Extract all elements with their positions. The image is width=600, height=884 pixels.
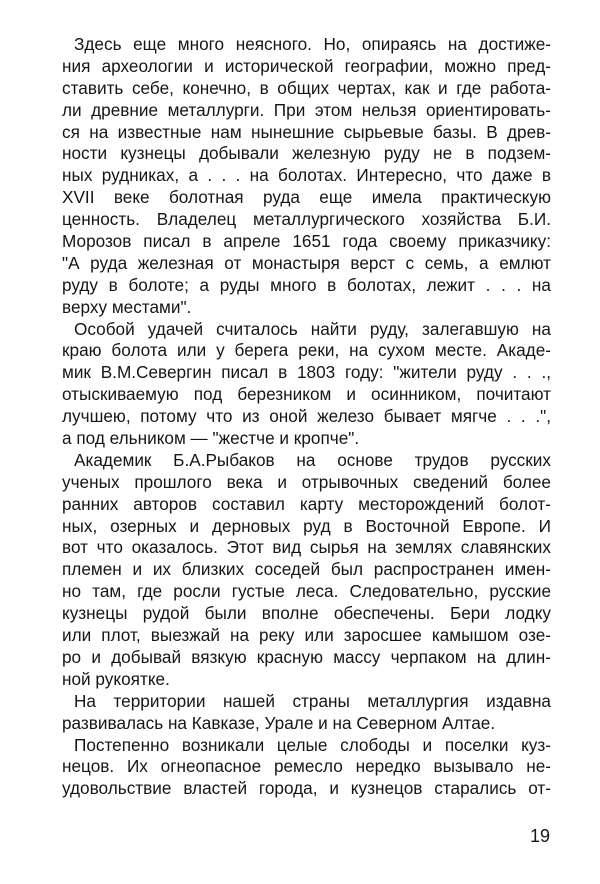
text-line: ния археологии и исторической географии, можно пред- [62, 55, 551, 76]
body-text [62, 34, 551, 800]
text-line: краю болота или у берега реки, на сухом месте. Акаде- [62, 340, 551, 361]
text-line: ранних авторов составил карту месторождений болот- [62, 493, 551, 514]
text-line: но там, где росли густые леса. Следовательно, русские [62, 581, 551, 602]
text-line: Академик Б.А.Рыбаков на основе трудов русских [74, 449, 551, 470]
paragraph [62, 34, 551, 319]
text-line: Особой удачей считалось найти руду, залегавшую на [74, 318, 551, 339]
text-line: удовольствие властей города, и кузнецов старались от- [62, 778, 551, 799]
page-number: 19 [529, 826, 550, 846]
text-line: ценность. Владелец металлургического хозяйства Б.И. [62, 209, 551, 230]
paragraph [62, 691, 551, 735]
text-line: На территории нашей страны металлургия издавна [74, 690, 551, 711]
text-line: верху местами". [62, 296, 192, 317]
text-line: ро и добывай вязкую красную массу черпаком на длин- [62, 646, 551, 667]
text-line: ся на известные нам нынешние сырьевые базы. В древ- [62, 121, 551, 142]
text-line: отыскиваемую под березником и осинником, почитают [62, 384, 551, 405]
text-line: ности кузнецы добывали железную руду не в подзем- [62, 143, 551, 164]
text-line: или плот, выезжай на реку или заросшее камышом озе- [62, 625, 551, 646]
text-line: вот что оказалось. Этот вид сырья на землях славянских [62, 537, 551, 558]
text-line: руду в болоте; а руды много в болотах, лежит . . . на [62, 274, 551, 295]
text-line: племен и их близких соседей был распространен имен- [62, 559, 551, 580]
text-line: ставить себе, конечно, в общих чертах, как и где работа- [62, 77, 551, 98]
text-line: ной рукоятке. [62, 668, 170, 689]
text-line: кузнецы рудой были вполне обеспечены. Бери лодку [62, 603, 551, 624]
paragraph [62, 735, 551, 801]
paragraph [62, 319, 551, 450]
text-line: XVII веке болотная руда еще имела практическую [62, 187, 551, 208]
paragraph [62, 450, 551, 691]
text-line: а под ельником — "жестче и кропче". [62, 428, 360, 449]
text-line: лучшею, потому что из оной железо бывает мягче . . .", [62, 406, 551, 427]
text-line: развивалась на Кавказе, Урале и на Северном Алтае. [62, 712, 496, 733]
text-line: ли древние металлурги. При этом нельзя ориентировать- [62, 99, 551, 120]
text-line: Морозов писал в апреле 1651 года своему приказчику: [62, 231, 551, 252]
text-line: Здесь еще много неясного. Но, опираясь на достиже- [74, 34, 551, 54]
text-line: нецов. Их огнеопасное ремесло нередко вызывало не- [62, 756, 551, 777]
text-line: ных, озерных и дерновых руд в Восточной Европе. И [62, 515, 551, 536]
text-line: Постепенно возникали целые слободы и поселки куз- [74, 734, 551, 755]
text-line: ученых прошлого века и отрывочных сведений более [62, 471, 551, 492]
text-line: ных рудниках, а . . . на болотах. Интересно, что даже в [62, 165, 551, 186]
text-line: "А руда железная от монастыря верст с семь, а емлют [62, 252, 551, 273]
text-line: мик В.М.Севергин писал в 1803 году: "жители руду . . ., [62, 362, 551, 383]
